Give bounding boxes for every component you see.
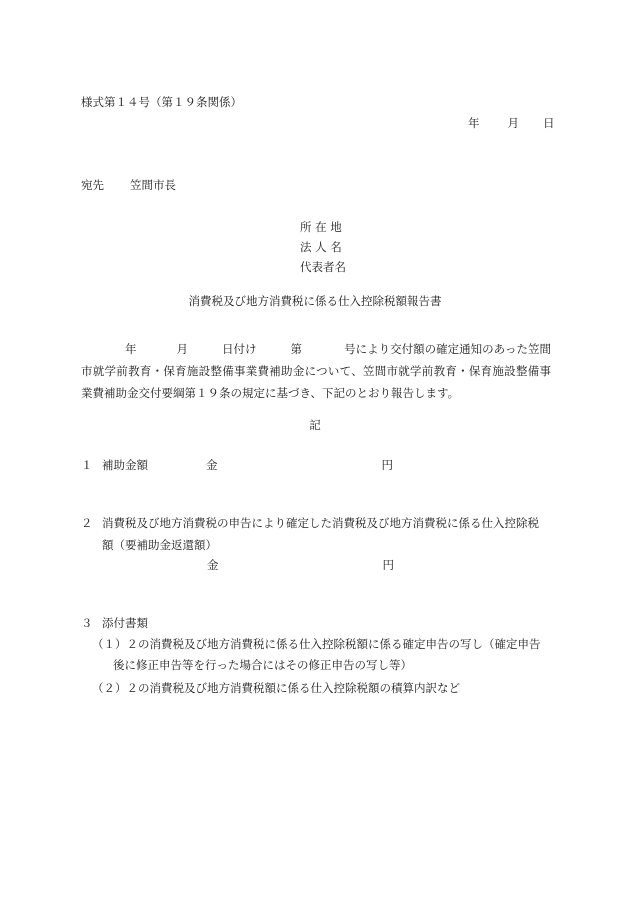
body-year: 年 [125,342,137,356]
item-2 [81,518,539,530]
ki-heading: 記 [309,418,321,432]
item-2-number: ２ [81,516,93,530]
body-rest: 笠間市就学前教育・保育施設整備事業費補助金について、笠間市就学前教育・保育施設整備事業費補助金交付要綱第１９条の規定に基づき、下記のとおり報告します。 [81,342,552,400]
item-2-text-line1: 消費税及び地方消費税の申告により確定した消費税及び地方消費税に係る仕入控除税 [102,516,539,530]
item-3-sub-2-text: ２の消費税及び地方消費税額に係る仕入控除税額の積算内訳など [126,681,460,695]
item-3-sub-1-number: （１） [92,637,127,651]
item-2-amount [207,560,394,572]
applicant-address-label: 所 在 地 [300,220,342,234]
addressee-name: 笠間市長 [130,178,176,192]
item-2-kin: 金 [207,558,219,572]
body-date-suffix: 日付け [222,342,257,356]
applicant-corporation-label: 法 人 名 [300,240,342,254]
item-3-sub-2 [92,683,460,695]
body-number-prefix: 第 [290,342,303,356]
item-1-label: 補助金額 [102,458,148,472]
item-3-label: 添付書類 [102,616,148,630]
body-number-suffix: 号により交付額の確定通知のあった [344,342,529,356]
body-paragraph [81,338,551,404]
date-month: 月 [507,116,519,130]
date-line [468,118,555,130]
item-3-number: ３ [81,616,93,630]
applicant-representative-label: 代表者名 [300,260,346,274]
date-year: 年 [468,116,480,130]
item-3-sub-1-line2: 後に修正申告等を行った場合にはその修正申告の写し等） [113,658,412,672]
item-3-sub-1-line1: ２の消費税及び地方消費税に係る仕入控除税額に係る確定申告の写し（確定申告 [126,637,541,651]
addressee-line [81,180,176,192]
document-title: 消費税及び地方消費税に係る仕入控除税額報告書 [188,294,442,308]
item-1-yen: 円 [381,458,393,472]
item-1-number: １ [81,458,93,472]
body-month: 月 [176,342,189,356]
item-3-sub-2-number: （２） [92,681,127,695]
form-number: 様式第１４号（第１９条関係） [81,95,242,109]
item-2-yen: 円 [382,558,394,572]
item-3-sub-1 [92,639,541,651]
item-1 [81,460,393,472]
item-2-text-line2: 額（要補助金返還額） [102,538,217,552]
addressee-label: 宛先 [81,178,104,192]
date-day: 日 [543,116,555,130]
item-3 [81,618,148,630]
item-1-kin: 金 [206,458,218,472]
